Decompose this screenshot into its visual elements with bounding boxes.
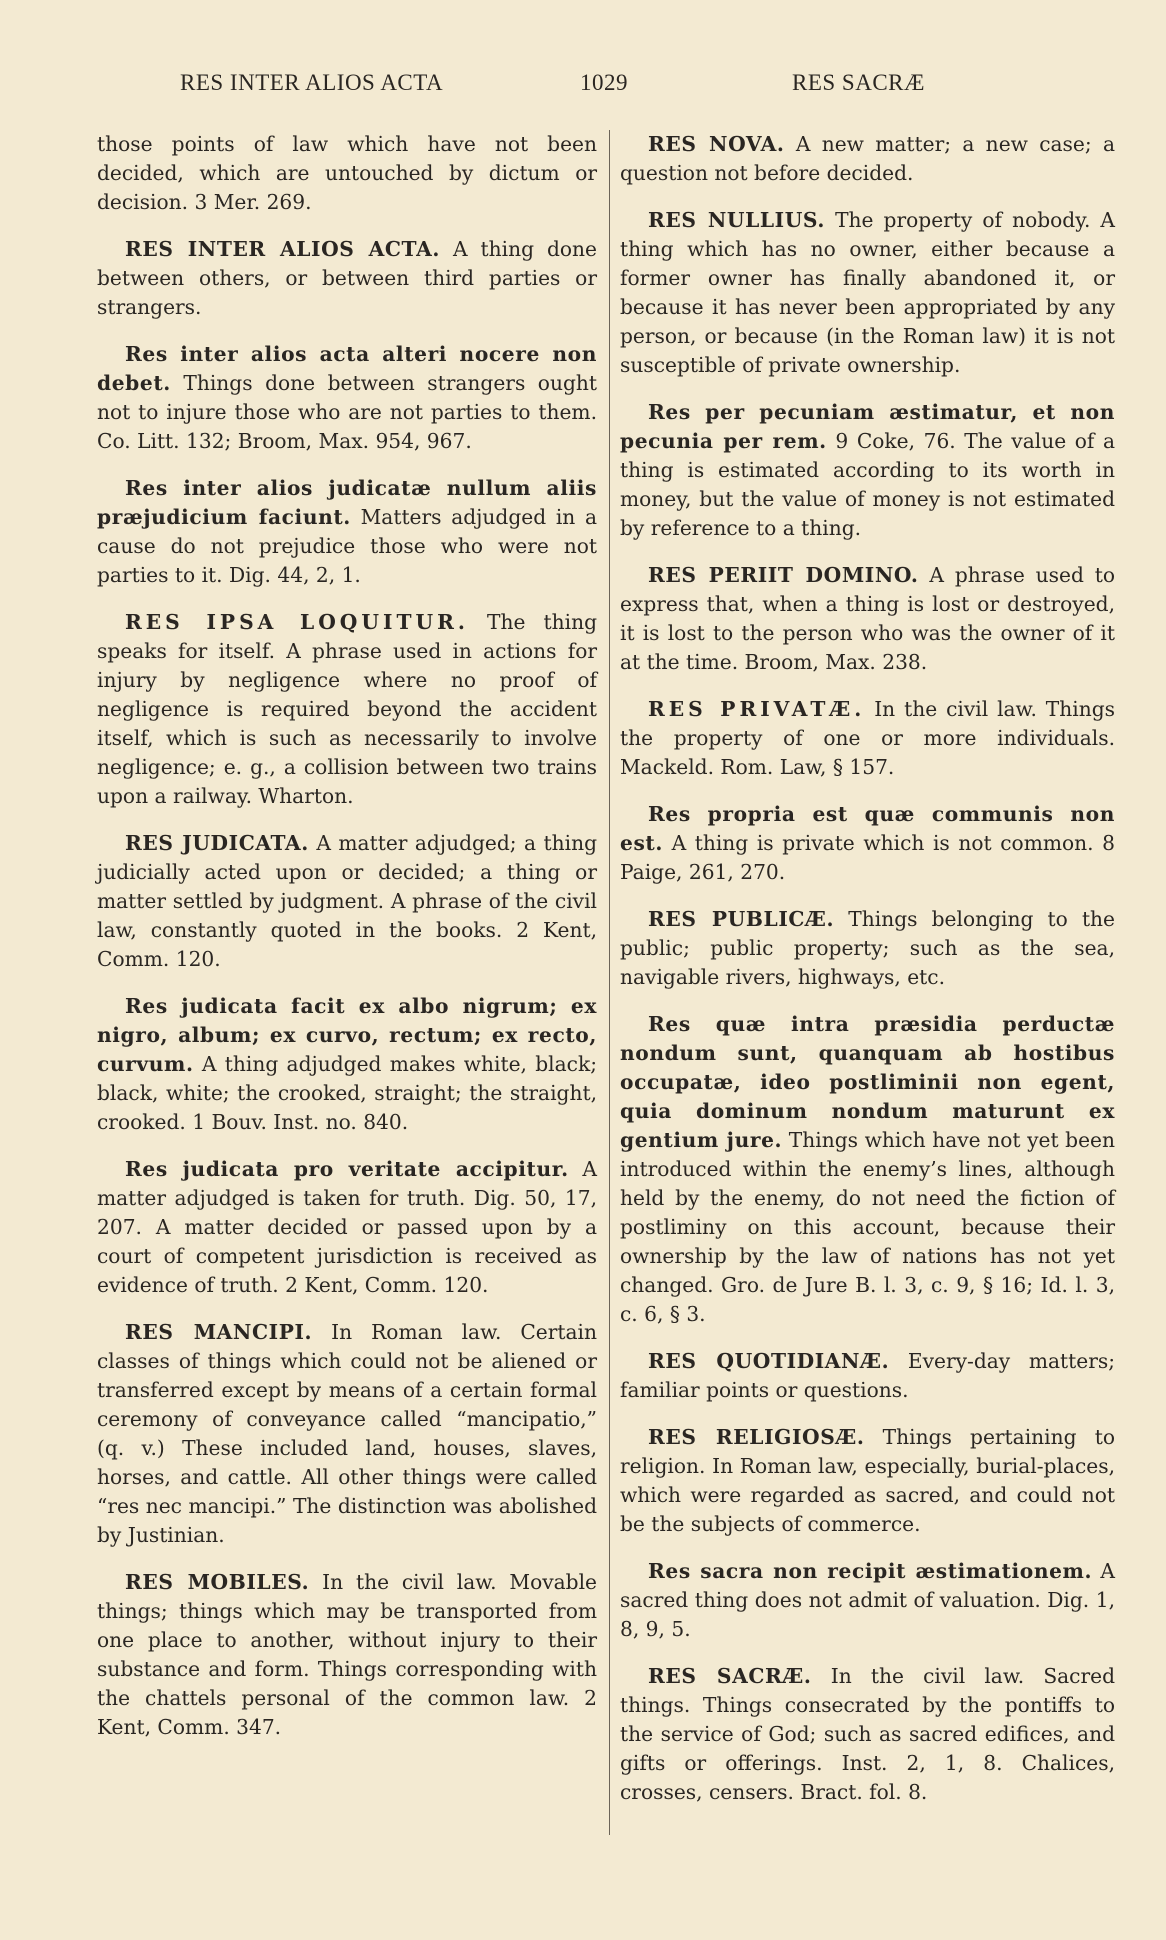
entry-term: RES PRIVATÆ. <box>648 697 866 721</box>
entry-term: RES MOBILES. <box>125 1570 310 1594</box>
entry-text: In the civil law. Sacred things. Things consecrated by the pontiffs to the service of God; such as sacred edifices, and gifts or offerings. Inst. 2, 1, 8. Chalices, crosses, censers. Bract. fol. 8. <box>620 1664 1116 1804</box>
entry-text: A new matter; a new case; a question not before decided. <box>620 132 1116 185</box>
entry-res-mancipi <box>97 1318 597 1550</box>
entry-res-inter-alios-acta <box>97 235 597 322</box>
entry-term: RES JUDICATA. <box>125 831 309 855</box>
entry-maxim-praesidia <box>620 1010 1115 1329</box>
header-right-term: RES SACRÆ <box>792 70 925 95</box>
entry-text: Things done between strangers ought not to injure those who are not parties to them. Co. Litt. 132; Broom, Max. 954, 967. <box>97 371 597 453</box>
entry-text: Things which have not yet been introduced within the enemy’s lines, although held by the enemy, do not need the fiction of postliminy on this account, because their ownership by the law of nations has not yet changed. Gro. de Jure B. l. 3, c. 9, § 16; Id. l. 3, c. 6, § 3. <box>620 1128 1115 1326</box>
entry-text: The property of nobody. A thing which has no owner, either because a former owner has finally abandoned it, or because it has never been appropriated by any person, or because (in the Roman law) it is not susceptible of private ownership. <box>620 208 1116 377</box>
entry-term: Res per pecuniam æstimatur, et non pecunia per rem. <box>620 400 1115 453</box>
entry-text: Matters adjudged in a cause do not prejudice those who were not parties to it. Dig. 44, 2, 1. <box>97 505 597 587</box>
entry-term: RES NOVA. <box>648 132 785 156</box>
entry-res-privatae <box>620 695 1115 782</box>
entry-term: RES MANCIPI. <box>125 1320 313 1344</box>
entry-res-periit-domino <box>620 561 1115 677</box>
entry-maxim-nocere <box>97 340 597 456</box>
entry-text: A thing adjudged makes white, black; black, white; the crooked, straight; the straight, crooked. 1 Bouv. Inst. no. 840. <box>97 1052 598 1134</box>
entry-text: Things belonging to the public; public property; such as the sea, navigable rivers, highways, etc. <box>620 907 1116 989</box>
running-header <box>0 70 1166 102</box>
entry-term: Res propria est quæ communis non est. <box>620 802 1115 855</box>
entry-maxim-sacra <box>620 1557 1115 1644</box>
entry-res-nova <box>620 130 1115 188</box>
entry-term: RES SACRÆ. <box>648 1664 812 1688</box>
entry-text: those points of law which have not been decided, which are untouched by dictum or decision. 3 Mer. 269. <box>97 132 597 214</box>
entry-text: In the civil law. Movable things; things which may be transported from one place to another, without injury to their substance and form. Things corresponding with the chattels personal of the common law. 2 Kent, Comm. 347. <box>97 1570 597 1739</box>
entry-term: Res inter alios acta alteri nocere non debet. <box>97 342 597 395</box>
continued-entry <box>97 130 597 217</box>
entry-res-ipsa-loquitur <box>97 608 597 811</box>
entry-maxim-pecuniam <box>620 398 1115 543</box>
right-column <box>620 130 1115 1825</box>
entry-res-judicata <box>97 829 597 974</box>
entry-term: RES INTER ALIOS ACTA. <box>125 237 440 261</box>
entry-term: Res judicata facit ex albo nigrum; ex nigro, album; ex curvo, rectum; ex recto, curvum. <box>97 994 597 1076</box>
entry-res-publicae <box>620 905 1115 992</box>
entry-maxim-judicatae <box>97 474 597 590</box>
entry-text: A thing is private which is not common. 8 Paige, 261, 270. <box>620 831 1115 884</box>
entry-text: A phrase used to express that, when a thing is lost or destroyed, it is lost to the person who was the owner of it at the time. Broom, Max. 238. <box>620 563 1116 674</box>
column-divider <box>609 130 610 1835</box>
entry-term: RES IPSA LOQUITUR. <box>125 610 469 634</box>
entry-res-religiosae <box>620 1423 1115 1539</box>
entry-text: A matter adjudged; a thing judicially acted upon or decided; a thing or matter settled by judgment. A phrase of the civil law, constantly quoted in the books. 2 Kent, Comm. 120. <box>97 831 597 971</box>
entry-text: Every-day matters; familiar points or questions. <box>620 1349 1116 1402</box>
entry-term: RES PERIIT DOMINO. <box>648 563 919 587</box>
entry-res-sacrae <box>620 1662 1115 1807</box>
entry-res-nullius <box>620 206 1115 380</box>
entry-maxim-pro-veritate <box>97 1155 597 1300</box>
entry-term: Res quæ intra præsidia perductæ nondum sunt, quanquam ab hostibus occupatæ, ideo postliminii non egent, quia dominum nondum maturunt ex gentium jure. <box>620 1012 1115 1152</box>
entry-term: Res sacra non recipit æstimationem. <box>648 1559 1093 1583</box>
entry-text: A matter adjudged is taken for truth. Dig. 50, 17, 207. A matter decided or passed upon by a court of competent jurisdiction is received as evidence of truth. 2 Kent, Comm. 120. <box>97 1157 598 1297</box>
entry-res-mobiles <box>97 1568 597 1742</box>
page-number: 1029 <box>580 70 628 95</box>
entry-text: A thing done between others, or between third parties or strangers. <box>97 237 598 319</box>
entry-term: Res inter alios judicatæ nullum aliis præjudicium faciunt. <box>97 476 597 529</box>
entry-term: RES NULLIUS. <box>648 208 825 232</box>
entry-res-quotidianae <box>620 1347 1115 1405</box>
entry-text: The thing speaks for itself. A phrase used in actions for injury by negligence where no proof of negligence is required beyond the accident itself, which is such as necessarily to involve negligence; e. g., a collision between two trains upon a railway. Wharton. <box>97 610 598 808</box>
entry-text: Things pertaining to religion. In Roman law, especially, burial-places, which were regarded as sacred, and could not be the subjects of commerce. <box>620 1425 1115 1536</box>
left-column <box>97 130 597 1760</box>
header-left-term: RES INTER ALIOS ACTA <box>180 70 444 95</box>
entry-term: RES RELIGIOSÆ. <box>648 1425 865 1449</box>
entry-term: Res judicata pro veritate accipitur. <box>125 1157 569 1181</box>
entry-term: RES PUBLICÆ. <box>648 907 835 931</box>
entry-text: A sacred thing does not admit of valuation. Dig. 1, 8, 9, 5. <box>620 1559 1115 1641</box>
entry-term: RES QUOTIDIANÆ. <box>648 1349 890 1373</box>
entry-text: In Roman law. Certain classes of things which could not be aliened or transferred except by means of a certain formal ceremony of conveyance called “mancipatio,” (q. v.) These included land, houses, slaves, horses, and cattle. All other things were called “res nec mancipi.” The distinction was abolished by Justinian. <box>97 1320 598 1547</box>
entry-maxim-albo-nigrum <box>97 992 597 1137</box>
entry-text: 9 Coke, 76. The value of a thing is estimated according to its worth in money, but the value of money is not estimated by reference to a thing. <box>620 429 1115 540</box>
entry-text: In the civil law. Things the property of one or more individuals. Mackeld. Rom. Law, § 157. <box>620 697 1115 779</box>
entry-maxim-propria <box>620 800 1115 887</box>
